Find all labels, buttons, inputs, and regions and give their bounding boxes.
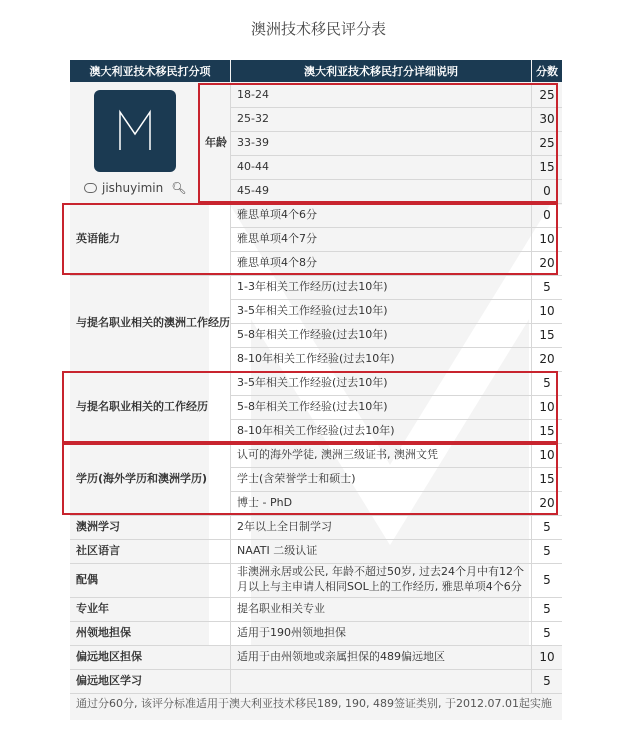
category-label: 偏远地区学习 — [76, 673, 142, 687]
category-label: 偏远地区担保 — [76, 649, 142, 663]
row-desc: 3-5年相关工作经验(过去10年) — [237, 303, 388, 317]
row-score: 5 — [543, 625, 551, 640]
highlight-box — [62, 443, 558, 515]
m-logo-icon — [94, 90, 176, 172]
age-label: 年龄 — [205, 135, 227, 149]
category-label: 州领地担保 — [76, 625, 131, 639]
category-label: 澳洲学习 — [76, 519, 120, 533]
row-desc: 8-10年相关工作经验(过去10年) — [237, 423, 395, 437]
row-divider — [231, 347, 562, 348]
age-row-score: 15 — [539, 159, 555, 174]
row-score: 20 — [539, 495, 555, 510]
category-label: 社区语言 — [76, 543, 120, 557]
row-score: 15 — [539, 327, 555, 342]
category-label: 与提名职业相关的工作经历 — [76, 399, 208, 413]
wechat-icon — [84, 183, 97, 193]
highlight-box — [198, 83, 558, 203]
points-table — [70, 60, 562, 720]
age-row-desc: 25-32 — [237, 111, 269, 125]
row-desc: 雅思单项4个7分 — [237, 231, 317, 245]
category-label: 配偶 — [76, 572, 98, 586]
age-row-score: 25 — [539, 135, 555, 150]
row-score: 10 — [539, 447, 555, 462]
row-score: 5 — [543, 375, 551, 390]
row-divider — [231, 299, 562, 300]
row-score: 10 — [539, 399, 555, 414]
age-row-desc: 40-44 — [237, 159, 269, 173]
category-label: 与提名职业相关的澳洲工作经历 — [76, 315, 230, 329]
page-title: 澳洲技术移民评分表 — [250, 20, 386, 38]
category-label: 英语能力 — [76, 231, 120, 245]
row-desc: 提名职业相关专业 — [237, 601, 325, 615]
row-score: 5 — [543, 519, 551, 534]
header-description: 澳大利亚技术移民打分详细说明 — [231, 60, 531, 82]
row-score: 20 — [539, 255, 555, 270]
row-desc: 8-10年相关工作经验(过去10年) — [237, 351, 395, 365]
age-row-score: 30 — [539, 111, 555, 126]
row-score: 5 — [543, 543, 551, 558]
age-row-desc: 33-39 — [237, 135, 269, 149]
row-score: 10 — [539, 231, 555, 246]
footer-note: 通过分60分, 该评分标准适用于澳大利亚技术移民189, 190, 489签证类别, 于2012.07.01起实施 — [76, 696, 552, 710]
age-row-score: 0 — [543, 183, 551, 198]
row-score: 5 — [543, 572, 551, 587]
age-row-score: 25 — [539, 87, 555, 102]
age-row-desc: 18-24 — [237, 87, 269, 101]
row-desc: 非澳洲永居或公民, 年龄不超过50岁, 过去24个月中有12个月以上与主申请人相同SOL上的工作经历, 雅思单项4个6分 — [237, 565, 524, 593]
age-row-desc: 45-49 — [237, 183, 269, 197]
brand-logo — [94, 90, 176, 172]
row-divider — [231, 323, 562, 324]
row-score: 10 — [539, 649, 555, 664]
row-desc: 雅思单项4个6分 — [237, 207, 317, 221]
row-score: 5 — [543, 279, 551, 294]
header-score: 分数 — [532, 60, 562, 82]
row-desc: 认可的海外学徒, 澳洲三级证书, 澳洲文凭 — [237, 447, 438, 461]
highlight-box — [62, 371, 558, 443]
row-desc — [231, 669, 531, 693]
row-score: 5 — [543, 601, 551, 616]
row-desc: 5-8年相关工作经验(过去10年) — [237, 327, 388, 341]
row-desc: 1-3年相关工作经历(过去10年) — [237, 279, 388, 293]
brand-handle-text: jishuyimin — [102, 180, 164, 195]
row-score: 0 — [543, 207, 551, 222]
row-score: 10 — [539, 303, 555, 318]
search-icon: 🔍︎ — [171, 180, 187, 195]
row-score: 5 — [543, 673, 551, 688]
row-desc: 2年以上全日制学习 — [237, 519, 332, 533]
row-score: 15 — [539, 471, 555, 486]
row-score: 15 — [539, 423, 555, 438]
row-desc: 学士(含荣誉学士和硕士) — [237, 471, 356, 485]
category-label: 学历(海外学历和澳洲学历) — [76, 471, 208, 485]
row-desc: 5-8年相关工作经验(过去10年) — [237, 399, 388, 413]
row-desc: 适用于由州领地或亲属担保的489偏远地区 — [237, 649, 445, 663]
row-desc: NAATI 二级认证 — [237, 543, 318, 557]
highlight-box — [62, 203, 558, 275]
row-score: 20 — [539, 351, 555, 366]
category-label: 专业年 — [76, 601, 109, 615]
header-category: 澳大利亚技术移民打分项 — [70, 60, 230, 82]
row-desc: 3-5年相关工作经验(过去10年) — [237, 375, 388, 389]
row-desc: 博士 - PhD — [237, 495, 293, 509]
row-desc: 雅思单项4个8分 — [237, 255, 317, 269]
row-desc: 适用于190州领地担保 — [237, 625, 346, 639]
